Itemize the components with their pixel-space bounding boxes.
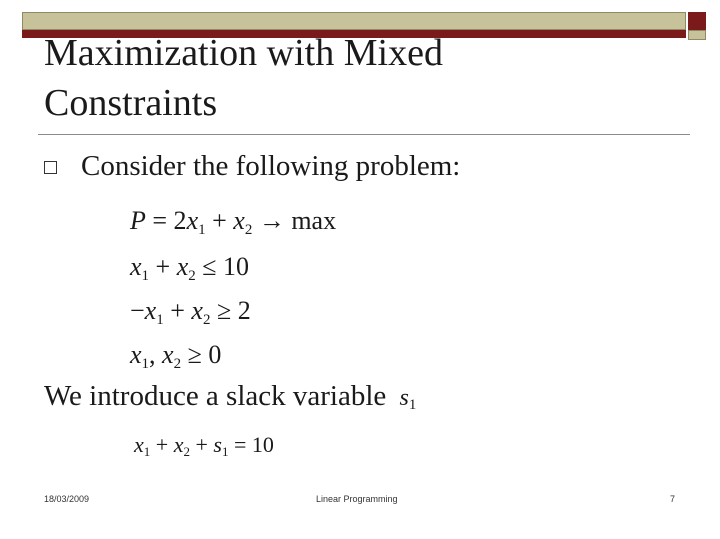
title-line-2: Constraints xyxy=(44,82,218,124)
slack-intro-text: We introduce a slack variable xyxy=(44,380,387,412)
equation-objective: $P = 2x_1 + x_2 \to \max$ xyxy=(130,206,337,238)
title-divider xyxy=(38,134,690,135)
footer-title: Linear Programming xyxy=(316,494,398,504)
header-square-maroon xyxy=(688,12,706,30)
slack-variable: $s_1$ xyxy=(399,385,417,413)
equation-constraint-2: $-x_1 + x_2 \ge 2$ xyxy=(130,296,251,328)
title-line-1: Maximization with Mixed xyxy=(44,38,443,74)
equation-slack: $x_1 + x_2 + s_1 = 10$ xyxy=(134,432,274,459)
header-bar-olive xyxy=(22,12,686,30)
footer-page-number: 7 xyxy=(670,494,676,504)
equation-nonnegativity: $x_1$, $x_2 \ge 0$ xyxy=(130,340,222,372)
header-bar-maroon xyxy=(22,30,686,38)
footer-date: 18/03/2009 xyxy=(44,494,90,504)
bullet-text: Consider the following problem: xyxy=(81,150,461,182)
slide-title xyxy=(0,38,720,138)
bullet-square-icon xyxy=(44,161,57,174)
slack-intro xyxy=(44,380,416,414)
equation-constraint-1: $x_1 + x_2 \le 10$ xyxy=(130,252,250,284)
bullet-item xyxy=(44,150,460,183)
